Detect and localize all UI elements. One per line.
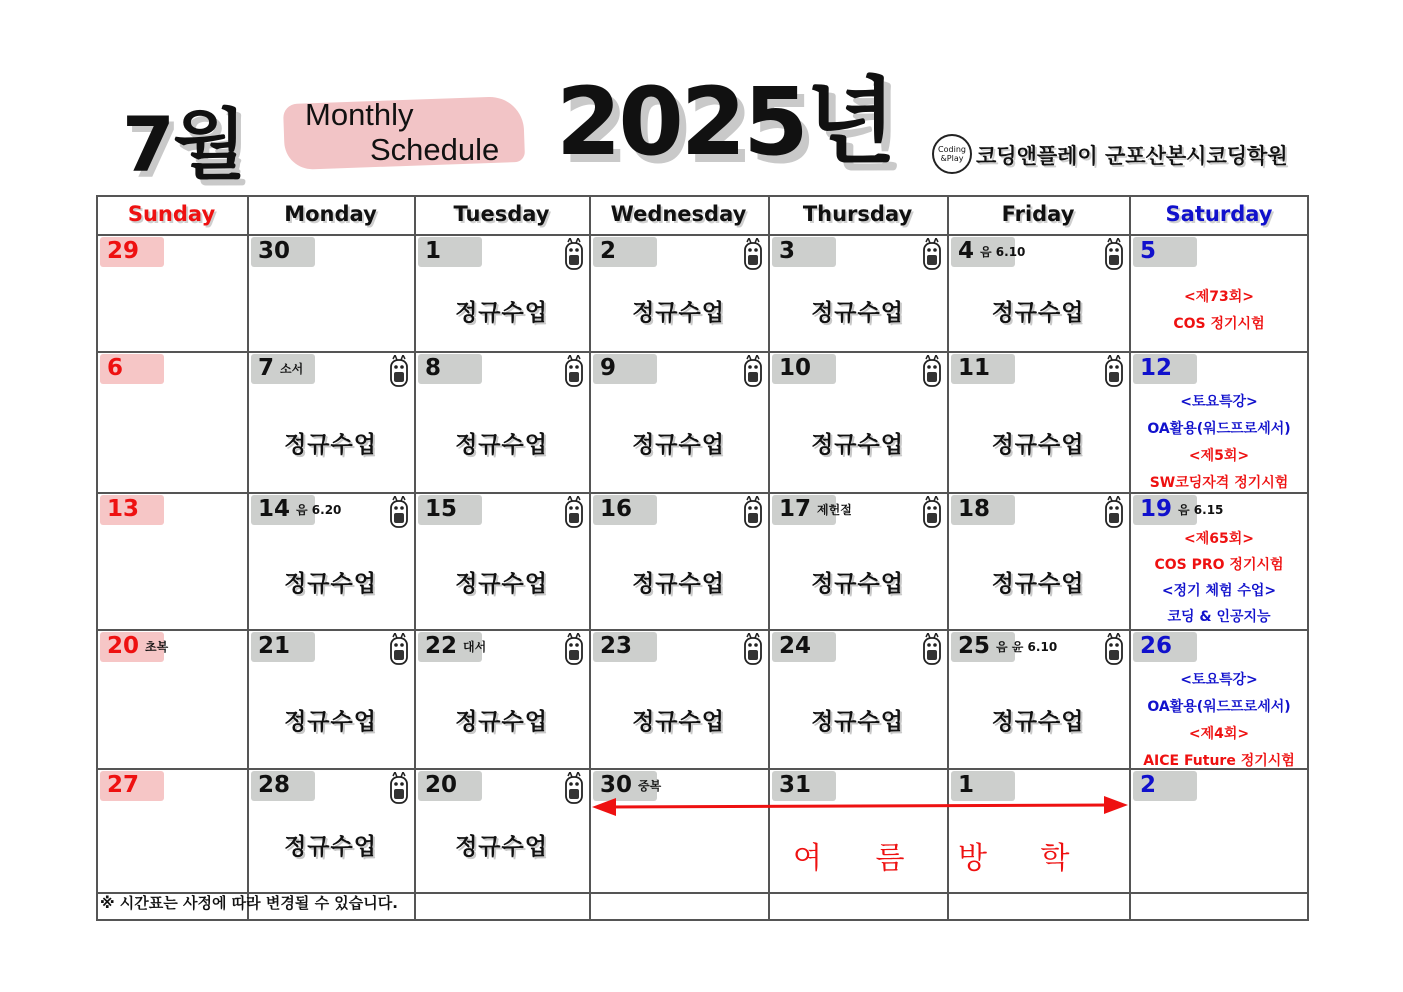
logo-text: Coding &Play — [938, 145, 966, 163]
robot-mascot-icon — [389, 496, 409, 528]
robot-mascot-icon — [1104, 496, 1124, 528]
weekday-header-wednesday: Wednesday — [610, 202, 747, 226]
date-number — [779, 238, 795, 264]
weekday-header-friday: Friday — [1001, 202, 1075, 226]
regular-class-label: 정규수업 — [455, 432, 548, 458]
date-number — [258, 355, 303, 381]
robot-mascot-icon — [564, 355, 584, 387]
date-number — [258, 238, 290, 264]
event-line: OA활용(워드프로세서) — [1147, 421, 1291, 437]
weekday-header-thursday: Thursday — [802, 202, 913, 226]
date-value: 6 — [107, 355, 124, 381]
date-number — [258, 772, 290, 798]
day-cell — [96, 234, 247, 351]
event-line: AICE Future 정기시험 — [1143, 753, 1295, 769]
date-number — [600, 496, 632, 522]
date-number — [779, 355, 811, 381]
date-number — [107, 238, 139, 264]
date-number — [958, 496, 990, 522]
vacation-label: 여 름 방 학 — [793, 841, 1092, 876]
date-number — [779, 633, 811, 659]
regular-class-label: 정규수업 — [455, 709, 548, 735]
event-line: <제5회> — [1188, 448, 1250, 464]
regular-class-label: 정규수업 — [455, 834, 548, 860]
date-number — [425, 633, 486, 659]
day-cell — [247, 234, 414, 351]
day-cell — [947, 351, 1129, 492]
robot-mascot-icon — [743, 633, 763, 665]
date-value: 14 — [258, 496, 291, 522]
robot-mascot-icon — [389, 355, 409, 387]
event-line: 코딩 & 인공지능 — [1167, 609, 1271, 625]
day-cell — [1129, 492, 1309, 629]
robot-mascot-icon — [922, 238, 942, 270]
day-cell — [414, 234, 589, 351]
date-value: 22 — [425, 633, 458, 659]
day-cell — [414, 492, 589, 629]
date-value: 29 — [107, 238, 140, 264]
date-number — [107, 496, 139, 522]
date-number — [107, 633, 168, 659]
month-title: 7월 — [122, 100, 245, 189]
weekday-header-saturday: Saturday — [1165, 202, 1273, 226]
date-number — [600, 633, 632, 659]
date-number — [425, 238, 441, 264]
regular-class-label: 정규수업 — [632, 300, 725, 326]
date-value: 7 — [258, 355, 275, 381]
event-line: <제65회> — [1184, 531, 1254, 547]
date-note: 음 6.20 — [296, 503, 342, 517]
regular-class-label: 정규수업 — [991, 571, 1085, 597]
regular-class-label: 정규수업 — [284, 709, 377, 735]
robot-mascot-icon — [389, 633, 409, 665]
event-line: <제4회> — [1188, 726, 1250, 742]
day-cell — [247, 492, 414, 629]
date-value: 28 — [258, 772, 291, 798]
regular-class-label: 정규수업 — [811, 432, 904, 458]
date-number — [600, 238, 616, 264]
regular-class-label: 정규수업 — [991, 432, 1085, 458]
event-line: COS PRO 정기시험 — [1154, 557, 1284, 573]
robot-mascot-icon — [564, 496, 584, 528]
date-note: 초복 — [145, 640, 169, 654]
date-number — [958, 238, 1025, 264]
date-note: 음 6.15 — [1178, 503, 1224, 517]
regular-class-label: 정규수업 — [632, 571, 725, 597]
day-cell — [589, 492, 768, 629]
date-number — [425, 355, 441, 381]
event-line: <정기 체험 수업> — [1161, 583, 1277, 599]
day-cell — [247, 629, 414, 768]
date-value: 11 — [958, 355, 991, 381]
date-note: 대서 — [463, 640, 487, 654]
date-value: 1 — [958, 772, 975, 798]
date-value: 1 — [425, 238, 442, 264]
robot-mascot-icon — [564, 633, 584, 665]
event-line: SW코딩자격 정기시험 — [1149, 475, 1289, 491]
event-line: <토요특강> — [1180, 394, 1258, 410]
day-cell — [589, 768, 768, 892]
date-value: 2 — [1140, 772, 1157, 798]
day-cell — [768, 234, 947, 351]
date-value: 21 — [258, 633, 291, 659]
day-cell — [414, 351, 589, 492]
robot-mascot-icon — [922, 355, 942, 387]
academy-name: 코딩앤플레이 군포산본시코딩학원 — [976, 144, 1288, 168]
date-number — [107, 772, 139, 798]
date-number — [1140, 633, 1172, 659]
date-number — [1140, 355, 1172, 381]
robot-mascot-icon — [564, 772, 584, 804]
regular-class-label: 정규수업 — [811, 571, 904, 597]
date-value: 2 — [600, 238, 617, 264]
day-cell — [96, 351, 247, 492]
date-value: 30 — [600, 772, 633, 798]
robot-mascot-icon — [1104, 633, 1124, 665]
day-cell — [589, 629, 768, 768]
regular-class-label: 정규수업 — [284, 834, 377, 860]
weekday-header-tuesday: Tuesday — [453, 202, 550, 226]
subtitle-schedule: Schedule — [370, 132, 500, 167]
date-value: 16 — [600, 496, 633, 522]
date-value: 27 — [107, 772, 140, 798]
date-value: 20 — [425, 772, 458, 798]
date-number — [258, 496, 341, 522]
event-line: <제73회> — [1184, 289, 1254, 305]
regular-class-label: 정규수업 — [811, 300, 904, 326]
robot-mascot-icon — [1104, 238, 1124, 270]
day-cell — [947, 629, 1129, 768]
regular-class-label: 정규수업 — [632, 709, 725, 735]
date-note: 음 윤 6.10 — [996, 640, 1058, 654]
date-number — [958, 633, 1057, 659]
date-number — [425, 772, 457, 798]
day-cell — [414, 768, 589, 892]
day-cell — [96, 768, 247, 892]
day-cell — [947, 492, 1129, 629]
robot-mascot-icon — [564, 238, 584, 270]
coding-play-logo — [932, 134, 972, 174]
date-value: 9 — [600, 355, 617, 381]
date-value: 26 — [1140, 633, 1173, 659]
year-title: 2025년 — [556, 68, 894, 177]
regular-class-label: 정규수업 — [455, 571, 548, 597]
date-number — [779, 496, 852, 522]
date-value: 17 — [779, 496, 812, 522]
date-number — [107, 355, 123, 381]
day-cell — [247, 768, 414, 892]
robot-mascot-icon — [922, 496, 942, 528]
date-number — [1140, 772, 1156, 798]
day-cell — [589, 234, 768, 351]
regular-class-label: 정규수업 — [811, 709, 904, 735]
date-number — [958, 355, 990, 381]
day-cell — [247, 351, 414, 492]
date-value: 30 — [258, 238, 291, 264]
date-number — [258, 633, 290, 659]
date-value: 31 — [779, 772, 812, 798]
robot-mascot-icon — [1104, 355, 1124, 387]
robot-mascot-icon — [922, 633, 942, 665]
regular-class-label: 정규수업 — [991, 300, 1085, 326]
robot-mascot-icon — [743, 238, 763, 270]
weekday-header-monday: Monday — [284, 202, 377, 226]
robot-mascot-icon — [743, 496, 763, 528]
date-number — [1140, 496, 1223, 522]
day-cell — [96, 629, 247, 768]
event-line: COS 정기시험 — [1173, 316, 1265, 332]
day-cell — [768, 351, 947, 492]
date-note: 소서 — [280, 362, 304, 376]
date-value: 23 — [600, 633, 633, 659]
regular-class-label: 정규수업 — [284, 432, 377, 458]
date-value: 10 — [779, 355, 812, 381]
date-value: 15 — [425, 496, 458, 522]
subtitle-monthly: Monthly — [305, 97, 414, 132]
grid-line-horizontal — [96, 919, 1309, 921]
day-cell — [1129, 234, 1309, 351]
regular-class-label: 정규수업 — [455, 300, 548, 326]
day-cell — [768, 629, 947, 768]
event-line: OA활용(워드프로세서) — [1147, 699, 1291, 715]
date-value: 13 — [107, 496, 140, 522]
day-cell — [947, 234, 1129, 351]
date-number — [425, 496, 457, 522]
day-cell — [1129, 629, 1309, 768]
footnote: ※ 시간표는 사정에 따라 변경될 수 있습니다. — [100, 894, 398, 912]
date-note: 제헌절 — [817, 503, 852, 517]
date-value: 3 — [779, 238, 796, 264]
day-cell — [1129, 351, 1309, 492]
vacation-arrow — [592, 795, 1128, 819]
date-value: 12 — [1140, 355, 1173, 381]
date-number — [600, 355, 616, 381]
weekday-header-sunday: Sunday — [127, 202, 216, 226]
date-value: 18 — [958, 496, 991, 522]
date-value: 24 — [779, 633, 812, 659]
date-number — [1140, 238, 1156, 264]
robot-mascot-icon — [743, 355, 763, 387]
day-cell — [768, 492, 947, 629]
date-value: 20 — [107, 633, 140, 659]
day-cell — [1129, 768, 1309, 892]
regular-class-label: 정규수업 — [284, 571, 377, 597]
date-value: 19 — [1140, 496, 1173, 522]
regular-class-label: 정규수업 — [991, 709, 1085, 735]
date-note: 음 6.10 — [980, 245, 1026, 259]
robot-mascot-icon — [389, 772, 409, 804]
date-value: 8 — [425, 355, 442, 381]
date-value: 4 — [958, 238, 975, 264]
date-note: 중복 — [638, 779, 662, 793]
day-cell — [414, 629, 589, 768]
calendar-grid — [96, 195, 1309, 921]
date-value: 5 — [1140, 238, 1157, 264]
regular-class-label: 정규수업 — [632, 432, 725, 458]
day-cell — [589, 351, 768, 492]
day-cell — [96, 492, 247, 629]
event-line: <토요특강> — [1180, 672, 1258, 688]
date-value: 25 — [958, 633, 991, 659]
